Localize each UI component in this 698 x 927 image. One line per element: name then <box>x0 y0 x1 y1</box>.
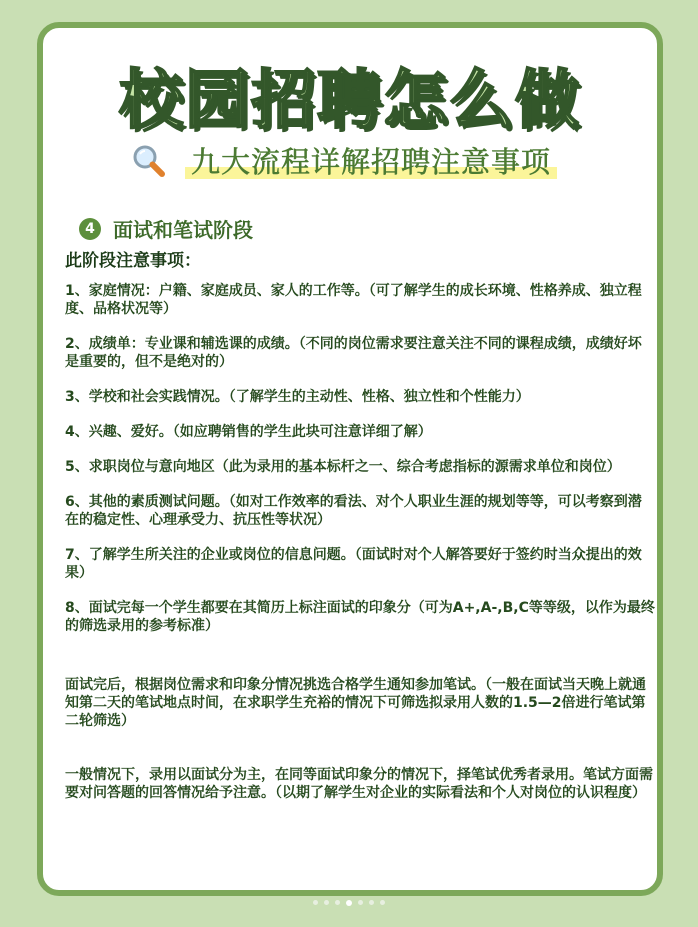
list-item: 3、学校和社会实践情况。（了解学生的主动性、性格、独立性和个性能力） <box>65 389 530 405</box>
subtitle <box>185 140 557 181</box>
section-title: 面试和笔试阶段 <box>113 218 253 242</box>
list-item: 8、面试完每一个学生都要在其简历上标注面试的印象分（可为A+,A-,B,C等等级，以作为最终的筛选录用的参考标准） <box>65 600 655 634</box>
page-dot[interactable] <box>358 900 363 905</box>
list-item: 4、兴趣、爱好。（如应聘销售的学生此块可注意详细了解） <box>65 424 432 440</box>
page-dot[interactable] <box>313 900 318 905</box>
list-item: 2、成绩单：专业课和辅选课的成绩。（不同的岗位需求要注意关注不同的课程成绩，成绩好坏是重要的，但不是绝对的） <box>65 336 642 370</box>
list-item: 7、了解学生所关注的企业或岗位的信息问题。（面试时对个人解答要好于签约时当众提出的效果） <box>65 547 642 581</box>
content-card <box>37 22 663 896</box>
number-badge-icon: 4 <box>79 218 101 240</box>
page-dot[interactable] <box>369 900 374 905</box>
magnifier-icon <box>131 143 165 177</box>
paragraph-hiring-decision: 一般情况下，录用以面试分为主，在同等面试印象分的情况下，择笔试优秀者录用。笔试方面需要对问答题的回答情况给予注意。（以期了解学生对企业的实际看法和个人对岗位的认识程度） <box>65 767 653 801</box>
page-dot[interactable] <box>324 900 329 905</box>
subtitle-text: 九大流程详解招聘注意事项 <box>191 144 552 179</box>
subtitle-row <box>131 138 557 182</box>
page-dot[interactable] <box>335 900 340 905</box>
notes-list <box>65 282 655 652</box>
list-item: 6、其他的素质测试问题。（如对工作效率的看法、对个人职业生涯的规划等等，可以考察到潜在的稳定性、心理承受力、抗压性等状况） <box>65 494 642 528</box>
page-dot[interactable] <box>380 900 385 905</box>
pagination-dots <box>0 900 698 906</box>
page-title: 校园招聘怎么做 <box>119 64 581 138</box>
page-dot-active[interactable] <box>346 900 352 906</box>
notes-heading: 此阶段注意事项： <box>65 251 201 271</box>
list-item: 5、求职岗位与意向地区（此为录用的基本标杆之一、综合考虑指标的源需求单位和岗位） <box>65 459 621 475</box>
paragraph-written-test: 面试完后，根据岗位需求和印象分情况挑选合格学生通知参加笔试。（一般在面试当天晚上就通知第二天的笔试地点时间，在求职学生充裕的情况下可筛选拟录用人数的1.5—2倍进行笔试第二轮筛选） <box>65 677 646 729</box>
section-header <box>79 214 253 243</box>
list-item: 1、家庭情况：户籍、家庭成员、家人的工作等。（可了解学生的成长环境、性格养成、独立程度、品格状况等） <box>65 283 642 317</box>
